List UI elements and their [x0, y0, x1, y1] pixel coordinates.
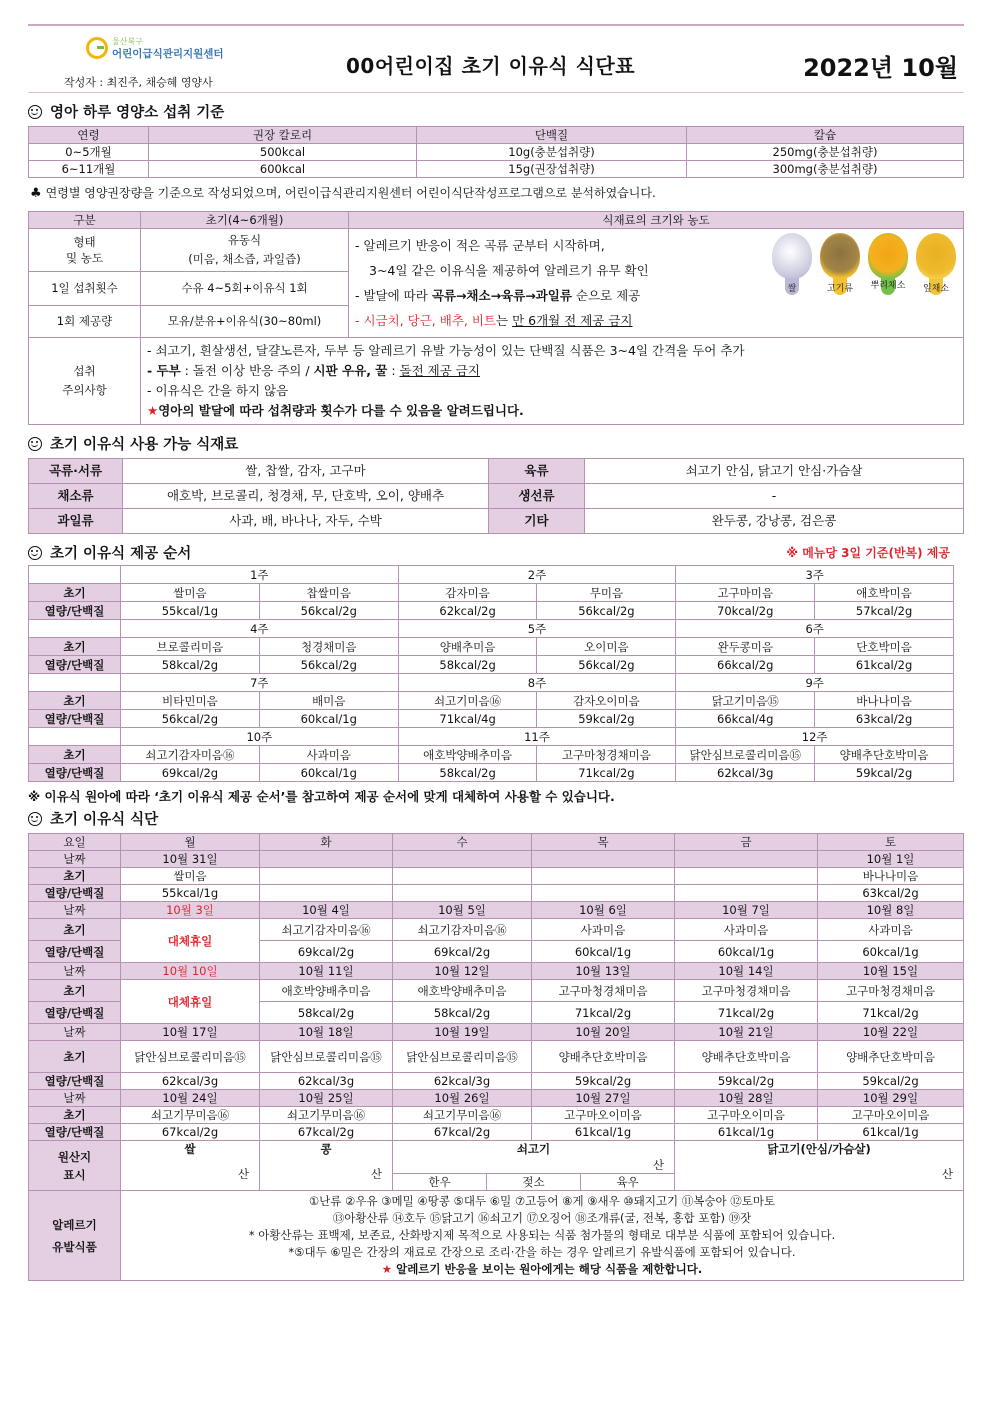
section-title-text: 영아 하루 영양소 섭취 기준	[50, 105, 225, 121]
row-label-food: 초기	[29, 1041, 121, 1073]
row-label-food: 초기	[29, 746, 121, 764]
menu-food: 애호박양배추미음	[393, 980, 532, 1002]
order-footnote: ※ 이유식 원아에 따라 ‘초기 이유식 제공 순서’를 참고하여 제공 순서에 맞게 대체하여 사용할 수 있습니다.	[28, 789, 615, 804]
spoon-label: 뿌리채소	[870, 281, 906, 291]
row-label-kcal: 열량/단백질	[29, 656, 121, 674]
menu-food: 닭안심브로콜리미음⑮	[393, 1041, 532, 1073]
empty-cell	[29, 674, 121, 692]
row-label-kcal: 열량/단백질	[29, 764, 121, 782]
order-kcal: 62kcal/3g	[676, 764, 815, 782]
order-kcal: 66kcal/2g	[676, 656, 815, 674]
menu-food: 사과미음	[532, 919, 675, 941]
menu-kcal: 67kcal/2g	[260, 1124, 393, 1141]
top-divider	[28, 24, 964, 26]
category-label: 생선류	[489, 484, 585, 509]
section-title-text: 초기 이유식 식단	[50, 812, 159, 828]
cell: 10g(충분섭취량)	[417, 144, 687, 161]
menu-date	[675, 851, 818, 868]
day-header: 목	[532, 834, 675, 851]
order-kcal: 58kcal/2g	[398, 656, 537, 674]
smile-icon	[28, 437, 42, 451]
order-kcal: 66kcal/4g	[676, 710, 815, 728]
menu-kcal	[532, 885, 675, 902]
spoon-label: 고기류	[826, 284, 854, 294]
section-title-nutrition	[28, 101, 964, 122]
th-kcal: 권장 칼로리	[149, 127, 417, 144]
week-label: 5주	[398, 620, 676, 638]
menu-food: 쇠고기무미음⑯	[260, 1107, 393, 1124]
order-food: 사과미음	[259, 746, 398, 764]
category-value: 쌀, 찹쌀, 감자, 고구마	[123, 459, 489, 484]
order-kcal: 62kcal/2g	[398, 602, 537, 620]
form-label: 형태 및 농도	[29, 229, 141, 272]
menu-kcal: 67kcal/2g	[121, 1124, 260, 1141]
menu-date: 10월 11일	[260, 963, 393, 980]
order-food: 고구마미음	[676, 584, 815, 602]
smile-icon	[28, 812, 42, 826]
order-kcal: 61kcal/2g	[815, 656, 954, 674]
week-label: 10주	[121, 728, 399, 746]
empty-cell	[29, 620, 121, 638]
menu-date: 10월 12일	[393, 963, 532, 980]
holiday-cell: 대체휴일	[121, 980, 260, 1024]
menu-date: 10월 29일	[818, 1090, 964, 1107]
th-calcium: 칼슘	[687, 127, 964, 144]
order-kcal: 56kcal/2g	[537, 656, 676, 674]
spoon-rice	[771, 233, 813, 297]
caution-l4: ★영아의 발달에 따라 섭취량과 횟수가 다를 수 있음을 알려드립니다.	[147, 403, 524, 418]
smile-icon	[28, 105, 42, 119]
menu-date: 10월 14일	[675, 963, 818, 980]
freq-value: 수유 4~5회+이유식 1회	[141, 271, 349, 305]
menu-food: 쇠고기감자미음⑯	[260, 919, 393, 941]
week-label: 4주	[121, 620, 399, 638]
star-icon: ★	[147, 403, 159, 418]
size-cell	[349, 229, 964, 338]
menu-date: 10월 21일	[675, 1024, 818, 1041]
menu-food: 고구마오이미음	[675, 1107, 818, 1124]
menu-food: 사과미음	[818, 919, 964, 941]
order-kcal: 63kcal/2g	[815, 710, 954, 728]
cell: 300mg(충분섭취량)	[687, 161, 964, 178]
origin-chicken-value: 산	[675, 1157, 964, 1191]
origin-rice: 쌀	[121, 1141, 260, 1158]
spoon-meat	[819, 233, 861, 297]
menu-date: 10월 7일	[675, 902, 818, 919]
category-value: -	[585, 484, 964, 509]
week-label: 8주	[398, 674, 676, 692]
caution-l3: - 이유식은 간을 하지 않음	[147, 383, 289, 398]
th-gubun: 구분	[29, 212, 141, 229]
menu-kcal: 62kcal/3g	[260, 1073, 393, 1090]
category-value: 사과, 배, 바나나, 자두, 수박	[123, 509, 489, 534]
menu-kcal	[675, 885, 818, 902]
menu-date: 10월 28일	[675, 1090, 818, 1107]
order-food: 무미음	[537, 584, 676, 602]
menu-food	[675, 868, 818, 885]
week-label: 2주	[398, 566, 676, 584]
menu-food: 양배추단호박미음	[675, 1041, 818, 1073]
menu-date: 10월 26일	[393, 1090, 532, 1107]
th-protein: 단백질	[417, 127, 687, 144]
allergy-label: 알레르기 유발식품	[29, 1191, 121, 1281]
week-label: 12주	[676, 728, 954, 746]
row-label-kcal: 열량/단백질	[29, 941, 121, 963]
order-food: 오이미음	[537, 638, 676, 656]
order-food: 닭안심브로콜리미음⑮	[676, 746, 815, 764]
menu-food	[260, 868, 393, 885]
menu-food: 쌀미음	[121, 868, 260, 885]
menu-date: 10월 10일	[121, 963, 260, 980]
amount-label: 1회 제공량	[29, 305, 141, 337]
order-food: 배미음	[259, 692, 398, 710]
size-l4: - 시금치, 당근, 배추, 비트는 만 6개월 전 제공 금지	[355, 313, 633, 328]
menu-kcal: 55kcal/1g	[121, 885, 260, 902]
smile-icon	[28, 546, 42, 560]
row-label-food: 초기	[29, 692, 121, 710]
beef-yukwoo: 육우	[616, 1175, 639, 1189]
allergy-l4: *⑤대두 ⑥밀은 간장의 재료로 간장으로 조리·간을 하는 경우 알레르기 유발식품에 포함되어 있습니다.	[288, 1245, 796, 1259]
spoon-label: 잎채소	[922, 284, 950, 294]
order-food: 찹쌀미음	[259, 584, 398, 602]
day-header: 금	[675, 834, 818, 851]
row-label-date: 날짜	[29, 851, 121, 868]
menu-food: 사과미음	[675, 919, 818, 941]
menu-date: 10월 25일	[260, 1090, 393, 1107]
menu-kcal: 62kcal/3g	[121, 1073, 260, 1090]
day-header: 화	[260, 834, 393, 851]
order-food: 완두콩미음	[676, 638, 815, 656]
spoon-label: 쌀	[787, 284, 797, 294]
category-value: 애호박, 브로콜리, 청경채, 무, 단호박, 오이, 양배추	[123, 484, 489, 509]
menu-kcal: 59kcal/2g	[532, 1073, 675, 1090]
category-value: 완두콩, 강낭콩, 검은콩	[585, 509, 964, 534]
order-food: 감자오이미음	[537, 692, 676, 710]
order-kcal: 58kcal/2g	[398, 764, 537, 782]
menu-food: 양배추단호박미음	[532, 1041, 675, 1073]
menu-date: 10월 20일	[532, 1024, 675, 1041]
row-label-date: 날짜	[29, 1024, 121, 1041]
holiday-cell: 대체휴일	[121, 919, 260, 963]
order-table	[28, 565, 954, 782]
menu-kcal: 69kcal/2g	[393, 941, 532, 963]
section-title-order	[28, 542, 964, 563]
menu-food: 닭안심브로콜리미음⑮	[121, 1041, 260, 1073]
caution-l2: - 두부 : 돌전 이상 반응 주의 / 시판 우유, 꿀 : 돌전 제공 금지	[147, 363, 480, 378]
menu-kcal: 61kcal/1g	[818, 1124, 964, 1141]
menu-kcal: 71kcal/2g	[532, 1002, 675, 1024]
order-kcal: 56kcal/2g	[259, 602, 398, 620]
menu-date: 10월 13일	[532, 963, 675, 980]
cell: 0~5개월	[29, 144, 149, 161]
nutrition-table	[28, 126, 964, 178]
size-l2: 3~4일 같은 이유식을 제공하여 알레르기 유무 확인	[369, 263, 649, 278]
row-label-kcal: 열량/단백질	[29, 710, 121, 728]
order-food: 비타민미음	[121, 692, 260, 710]
allergy-l1: ①난류 ②우유 ③메밀 ④땅콩 ⑤대두 ⑥밀 ⑦고등어 ⑧게 ⑨새우 ⑩돼지고기 ⑪복숭아 ⑫토마토	[308, 1194, 776, 1208]
allergy-l5: ★ 알레르기 반응을 보이는 원아에게는 해당 식품을 제한합니다.	[381, 1262, 703, 1276]
origin-label: 원산지 표시	[29, 1141, 121, 1191]
section-title-menu	[28, 808, 964, 829]
order-kcal: 56kcal/2g	[121, 710, 260, 728]
amount-value: 모유/분유+이유식(30~80ml)	[141, 305, 349, 337]
size-l3: - 발달에 따라 곡류→채소→육류→과일류 순으로 제공	[355, 288, 641, 303]
th-size: 식재료의 크기와 농도	[349, 212, 964, 229]
menu-food	[532, 868, 675, 885]
freq-label: 1일 섭취횟수	[29, 271, 141, 305]
menu-date: 10월 27일	[532, 1090, 675, 1107]
menu-date: 10월 1일	[818, 851, 964, 868]
order-kcal: 58kcal/2g	[121, 656, 260, 674]
order-kcal: 71kcal/4g	[398, 710, 537, 728]
order-kcal: 59kcal/2g	[815, 764, 954, 782]
order-food: 쇠고기미음⑯	[398, 692, 537, 710]
category-value: 쇠고기 안심, 닭고기 안심·가슴살	[585, 459, 964, 484]
menu-kcal: 61kcal/1g	[532, 1124, 675, 1141]
menu-food: 고구마오이미음	[532, 1107, 675, 1124]
menu-kcal: 59kcal/2g	[818, 1073, 964, 1090]
menu-kcal: 71kcal/2g	[675, 1002, 818, 1024]
order-kcal: 57kcal/2g	[815, 602, 954, 620]
cell: 600kcal	[149, 161, 417, 178]
category-label: 곡류·서류	[29, 459, 123, 484]
origin-bean-value: 산	[260, 1157, 393, 1191]
origin-bean: 콩	[260, 1141, 393, 1158]
menu-kcal: 71kcal/2g	[818, 1002, 964, 1024]
row-label-kcal: 열량/단백질	[29, 1002, 121, 1024]
cell: 6~11개월	[29, 161, 149, 178]
menu-date: 10월 5일	[393, 902, 532, 919]
center-logo	[86, 36, 224, 60]
order-kcal: 56kcal/2g	[537, 602, 676, 620]
order-food: 바나나미음	[815, 692, 954, 710]
menu-date: 10월 6일	[532, 902, 675, 919]
section-title-ingredients	[28, 433, 964, 454]
order-food: 쌀미음	[121, 584, 260, 602]
page	[28, 24, 964, 1281]
nutrition-note	[30, 184, 964, 201]
cell: 250mg(충분섭취량)	[687, 144, 964, 161]
order-food: 청경채미음	[259, 638, 398, 656]
order-kcal: 59kcal/2g	[537, 710, 676, 728]
th-early: 초기(4~6개월)	[141, 212, 349, 229]
menu-date: 10월 31일	[121, 851, 260, 868]
order-food: 감자미음	[398, 584, 537, 602]
row-label-food: 초기	[29, 584, 121, 602]
row-label-food: 초기	[29, 1107, 121, 1124]
caution-cell	[141, 338, 964, 425]
caution-l1: - 쇠고기, 흰살생선, 달걀노른자, 두부 등 알레르기 유발 가능성이 있는 단백질 식품은 3~4일 간격을 두어 추가	[147, 343, 745, 358]
menu-kcal: 60kcal/1g	[675, 941, 818, 963]
order-food: 애호박양배추미음	[398, 746, 537, 764]
allergy-l2: ⑬아황산류 ⑭호두 ⑮닭고기 ⑯쇠고기 ⑰오징어 ⑱조개류(굴, 전복, 홍합 포함) ⑲잣	[332, 1211, 752, 1225]
row-label-food: 초기	[29, 980, 121, 1002]
order-kcal: 70kcal/2g	[676, 602, 815, 620]
header	[28, 30, 964, 93]
note-text: 연령별 영양권장량을 기준으로 작성되었으며, 어린이급식관리지원센터 어린이식단작성프로그램으로 분석하였습니다.	[45, 186, 656, 200]
menu-date: 10월 3일	[121, 902, 260, 919]
logo-main: 어린이급식관리지원센터	[112, 48, 224, 60]
row-label-kcal: 열량/단백질	[29, 885, 121, 902]
menu-kcal: 67kcal/2g	[393, 1124, 532, 1141]
day-header: 월	[121, 834, 260, 851]
row-label-food: 초기	[29, 638, 121, 656]
menu-food	[393, 868, 532, 885]
order-food: 단호박미음	[815, 638, 954, 656]
menu-kcal	[393, 885, 532, 902]
form-l1: 유동식	[227, 232, 262, 247]
menu-kcal	[260, 885, 393, 902]
menu-food: 애호박양배추미음	[260, 980, 393, 1002]
order-food: 애호박미음	[815, 584, 954, 602]
menu-food: 닭안심브로콜리미음⑮	[260, 1041, 393, 1073]
menu-kcal: 60kcal/1g	[532, 941, 675, 963]
caution-label: 섭취 주의사항	[29, 338, 141, 425]
menu-kcal: 61kcal/1g	[675, 1124, 818, 1141]
spoon-root-veg	[867, 233, 909, 297]
order-food: 닭고기미음⑮	[676, 692, 815, 710]
cell: 500kcal	[149, 144, 417, 161]
beef-types	[393, 1173, 675, 1191]
empty-cell	[29, 728, 121, 746]
menu-food: 고구마청경채미음	[675, 980, 818, 1002]
menu-food: 쇠고기감자미음⑯	[393, 919, 532, 941]
page-date: 2022년 10월	[803, 54, 958, 82]
order-kcal: 60kcal/1g	[259, 710, 398, 728]
week-label: 1주	[121, 566, 399, 584]
form-l2: (미음, 채소즙, 과일즙)	[188, 251, 301, 266]
order-food: 고구마청경채미음	[537, 746, 676, 764]
category-label: 과일류	[29, 509, 123, 534]
menu-food: 쇠고기무미음⑯	[121, 1107, 260, 1124]
origin-beef: 쇠고기	[393, 1141, 675, 1158]
menu-table	[28, 833, 964, 1281]
menu-date: 10월 24일	[121, 1090, 260, 1107]
order-kcal: 56kcal/2g	[259, 656, 398, 674]
ingredients-table	[28, 458, 964, 534]
size-l1: - 알레르기 반응이 적은 곡류 군부터 시작하며,	[355, 238, 605, 253]
menu-food: 바나나미음	[818, 868, 964, 885]
allergy-l3: * 아황산류는 표백제, 보존료, 산화방지제 목적으로 사용되는 식품 첨가물의 형태로 대부분 식품에 포함되어 있습니다.	[248, 1228, 836, 1242]
spoon-leaf-veg	[915, 233, 957, 297]
th-age: 연령	[29, 127, 149, 144]
menu-kcal: 60kcal/1g	[818, 941, 964, 963]
origin-beef-value: 산	[393, 1157, 675, 1173]
author: 작성자 : 최진주, 채승혜 영양사	[64, 76, 213, 89]
order-kcal: 55kcal/1g	[121, 602, 260, 620]
order-kcal: 69kcal/2g	[121, 764, 260, 782]
empty-cell	[29, 566, 121, 584]
menu-food: 양배추단호박미음	[818, 1041, 964, 1073]
menu-date: 10월 4일	[260, 902, 393, 919]
beef-hanwoo: 한우	[393, 1174, 487, 1190]
menu-food: 고구마청경채미음	[818, 980, 964, 1002]
cell: 15g(권장섭취량)	[417, 161, 687, 178]
section-title-text: 초기 이유식 사용 가능 식재료	[50, 437, 239, 453]
menu-food: 고구마청경채미음	[532, 980, 675, 1002]
order-kcal: 71kcal/2g	[537, 764, 676, 782]
menu-date: 10월 17일	[121, 1024, 260, 1041]
week-label: 9주	[676, 674, 954, 692]
origin-chicken: 닭고기(안심/가슴살)	[675, 1141, 964, 1158]
row-label-food: 초기	[29, 919, 121, 941]
menu-kcal: 58kcal/2g	[393, 1002, 532, 1024]
form-value	[141, 229, 349, 272]
day-header: 수	[393, 834, 532, 851]
order-food: 양배추미음	[398, 638, 537, 656]
row-label-kcal: 열량/단백질	[29, 602, 121, 620]
menu-kcal: 58kcal/2g	[260, 1002, 393, 1024]
star-icon: ★	[381, 1262, 393, 1276]
category-label: 채소류	[29, 484, 123, 509]
menu-date: 10월 8일	[818, 902, 964, 919]
menu-date	[393, 851, 532, 868]
menu-food: 고구마오이미음	[818, 1107, 964, 1124]
category-label: 기타	[489, 509, 585, 534]
menu-kcal: 59kcal/2g	[675, 1073, 818, 1090]
week-label: 7주	[121, 674, 399, 692]
early-stage-table	[28, 211, 964, 425]
menu-kcal: 69kcal/2g	[260, 941, 393, 963]
order-note: ※ 메뉴당 3일 기준(반복) 제공	[786, 546, 950, 560]
menu-date: 10월 18일	[260, 1024, 393, 1041]
menu-kcal: 62kcal/3g	[393, 1073, 532, 1090]
menu-food: 쇠고기무미음⑯	[393, 1107, 532, 1124]
club-icon: ♣	[30, 186, 42, 201]
week-label: 3주	[676, 566, 954, 584]
spoon-images	[771, 233, 957, 297]
week-label: 11주	[398, 728, 676, 746]
page-title: 00어린이집 초기 이유식 식단표	[346, 54, 636, 78]
row-label-date: 날짜	[29, 963, 121, 980]
menu-kcal: 63kcal/2g	[818, 885, 964, 902]
row-label-date: 날짜	[29, 1090, 121, 1107]
week-label: 6주	[676, 620, 954, 638]
beef-jeotso: 젖소	[487, 1174, 581, 1190]
order-food: 쇠고기감자미음⑯	[121, 746, 260, 764]
row-label-kcal: 열량/단백질	[29, 1124, 121, 1141]
row-label-date: 날짜	[29, 902, 121, 919]
order-food: 브로콜리미음	[121, 638, 260, 656]
menu-date	[260, 851, 393, 868]
order-food: 양배추단호박미음	[815, 746, 954, 764]
menu-date: 10월 15일	[818, 963, 964, 980]
section-title-text: 초기 이유식 제공 순서	[50, 546, 192, 562]
day-header: 요일	[29, 834, 121, 851]
allergy-cell	[121, 1191, 964, 1281]
day-header: 토	[818, 834, 964, 851]
smile-logo-icon	[86, 37, 108, 59]
row-label-food: 초기	[29, 868, 121, 885]
category-label: 육류	[489, 459, 585, 484]
menu-date: 10월 19일	[393, 1024, 532, 1041]
menu-date: 10월 22일	[818, 1024, 964, 1041]
logo-sub: 울산북구	[112, 37, 143, 46]
origin-rice-value: 산	[121, 1157, 260, 1191]
row-label-kcal: 열량/단백질	[29, 1073, 121, 1090]
order-kcal: 60kcal/1g	[259, 764, 398, 782]
menu-date	[532, 851, 675, 868]
